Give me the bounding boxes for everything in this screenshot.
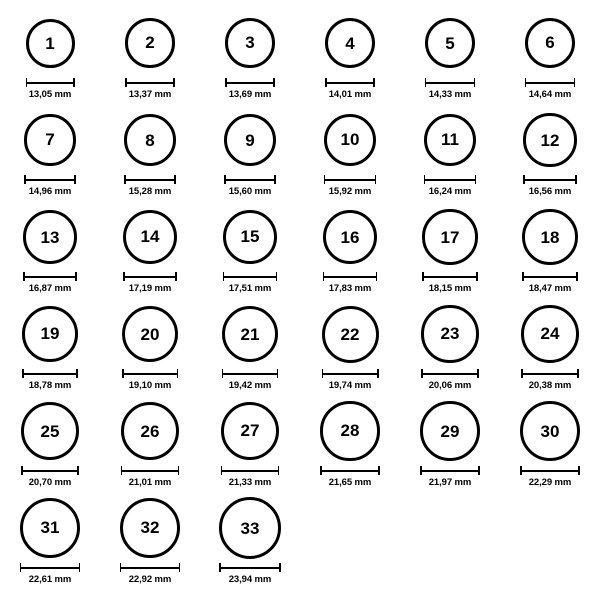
- ring-wrap: [323, 204, 378, 270]
- measure-tick-left: [324, 175, 326, 184]
- ring-diameter-label: 13,05 mm: [28, 89, 72, 100]
- ring-circle-icon: [323, 210, 378, 265]
- measure-line: [125, 82, 174, 84]
- ring-wrap: [22, 301, 78, 367]
- ring-size-cell: [300, 204, 400, 301]
- measure-line: [120, 567, 181, 569]
- ring-size-cell: [0, 10, 100, 107]
- ring-diameter-label: 20,38 mm: [528, 380, 572, 391]
- ring-diameter-label: 18,47 mm: [528, 283, 572, 294]
- ring-diameter-label: 21,97 mm: [428, 477, 472, 488]
- measure-tick-right: [73, 78, 75, 87]
- ring-circle-icon: [224, 114, 276, 166]
- measure-tick-right: [177, 369, 179, 378]
- ring-size-label: 25: [40, 421, 60, 441]
- ring-wrap: [422, 204, 477, 270]
- ring-circle-icon: [221, 402, 280, 461]
- measure-bar: [224, 175, 276, 184]
- ring-diameter-label: 16,56 mm: [528, 186, 572, 197]
- ring-wrap: [324, 107, 376, 173]
- ring-circle-icon: [525, 18, 576, 69]
- measure-tick-left: [223, 272, 225, 281]
- measure-tick-left: [21, 466, 23, 475]
- ring-diameter-label: 15,60 mm: [228, 186, 272, 197]
- ring-wrap: [221, 398, 280, 464]
- ring-wrap: [223, 204, 277, 270]
- measure-tick-left: [520, 466, 522, 475]
- ring-size-cell: [100, 107, 200, 204]
- measure-tick-right: [575, 175, 577, 184]
- ring-diameter-label: 19,74 mm: [328, 380, 372, 391]
- ring-circle-icon: [523, 113, 576, 166]
- ring-diameter-label: 16,24 mm: [428, 186, 472, 197]
- ring-circle-icon: [24, 114, 75, 165]
- ring-diameter-label: 19,42 mm: [228, 380, 272, 391]
- measure-line: [523, 179, 576, 181]
- measure-tick-right: [279, 563, 281, 572]
- measure-bar: [320, 466, 379, 475]
- ring-wrap: [225, 10, 275, 76]
- measure-tick-left: [422, 272, 424, 281]
- ring-wrap: [24, 107, 75, 173]
- measure-tick-left: [523, 175, 525, 184]
- ring-size-cell: [200, 10, 300, 107]
- ring-wrap: [325, 10, 375, 76]
- ring-circle-icon: [320, 401, 379, 460]
- measure-tick-left: [124, 175, 126, 184]
- ring-wrap: [522, 204, 578, 270]
- ring-wrap: [222, 301, 279, 367]
- measure-tick-right: [273, 78, 275, 87]
- ring-size-label: 5: [445, 33, 455, 53]
- measure-bar: [23, 272, 77, 281]
- ring-size-cell: [200, 204, 300, 301]
- measure-tick-left: [325, 78, 327, 87]
- measure-bar: [420, 466, 480, 475]
- measure-tick-right: [475, 175, 477, 184]
- ring-wrap: [525, 10, 576, 76]
- ring-diameter-label: 21,01 mm: [128, 477, 172, 488]
- measure-line: [124, 179, 176, 181]
- measure-bar: [121, 466, 180, 475]
- ring-size-label: 14: [140, 227, 160, 247]
- ring-circle-icon: [424, 114, 477, 167]
- ring-size-cell: [200, 398, 300, 495]
- measure-line: [23, 276, 77, 278]
- ring-circle-icon: [23, 210, 77, 264]
- measure-bar: [24, 175, 75, 184]
- measure-tick-right: [74, 175, 76, 184]
- measure-line: [26, 82, 75, 84]
- measure-tick-right: [79, 563, 81, 572]
- measure-tick-right: [377, 369, 379, 378]
- measure-tick-right: [375, 175, 377, 184]
- measure-line: [20, 567, 80, 569]
- ring-wrap: [420, 398, 480, 464]
- ring-circle-icon: [225, 18, 275, 68]
- ring-size-cell: [300, 398, 400, 495]
- ring-size-cell: [0, 495, 100, 592]
- measure-tick-left: [24, 175, 26, 184]
- ring-diameter-label: 20,06 mm: [428, 380, 472, 391]
- ring-size-cell: [400, 301, 500, 398]
- ring-size-label: 27: [240, 421, 260, 441]
- ring-size-label: 31: [40, 518, 60, 538]
- ring-wrap: [125, 10, 174, 76]
- ring-diameter-label: 16,87 mm: [28, 283, 72, 294]
- measure-tick-right: [276, 272, 278, 281]
- ring-circle-icon: [324, 114, 376, 166]
- measure-tick-left: [224, 175, 226, 184]
- ring-size-cell: [400, 107, 500, 204]
- measure-bar: [225, 78, 275, 87]
- measure-line: [522, 276, 578, 278]
- ring-circle-icon: [520, 401, 580, 461]
- measure-tick-left: [20, 563, 22, 572]
- ring-size-label: 18: [540, 227, 560, 247]
- ring-size-cell: [400, 10, 500, 107]
- ring-size-label: 17: [440, 227, 460, 247]
- ring-circle-icon: [21, 402, 79, 460]
- measure-bar: [425, 78, 476, 87]
- ring-size-label: 2: [145, 33, 155, 53]
- measure-bar: [123, 272, 177, 281]
- ring-size-cell: [500, 10, 600, 107]
- measure-tick-left: [219, 563, 221, 572]
- measure-tick-right: [173, 78, 175, 87]
- ring-wrap: [124, 107, 176, 173]
- ring-circle-icon: [425, 18, 476, 69]
- ring-size-cell: [200, 301, 300, 398]
- ring-circle-icon: [322, 306, 379, 363]
- ring-size-cell: [500, 301, 600, 398]
- ring-wrap: [122, 301, 178, 367]
- ring-size-cell: [100, 301, 200, 398]
- ring-size-cell: [300, 107, 400, 204]
- measure-line: [221, 470, 280, 472]
- ring-wrap: [520, 398, 580, 464]
- ring-diameter-label: 18,15 mm: [428, 283, 472, 294]
- ring-circle-icon: [420, 401, 480, 461]
- ring-wrap: [421, 301, 478, 367]
- ring-size-label: 3: [245, 33, 255, 53]
- ring-diameter-label: 17,83 mm: [328, 283, 372, 294]
- measure-line: [224, 179, 276, 181]
- ring-circle-icon: [120, 498, 181, 559]
- ring-circle-icon: [222, 306, 279, 363]
- measure-tick-right: [478, 466, 480, 475]
- measure-line: [324, 179, 376, 181]
- measure-bar: [222, 369, 279, 378]
- measure-tick-left: [522, 272, 524, 281]
- measure-bar: [219, 563, 281, 572]
- ring-circle-icon: [521, 305, 579, 363]
- ring-wrap: [425, 10, 476, 76]
- ring-size-cell: [100, 204, 200, 301]
- ring-circle-icon: [26, 19, 75, 68]
- measure-bar: [523, 175, 576, 184]
- measure-line: [223, 276, 277, 278]
- measure-tick-right: [77, 466, 79, 475]
- ring-size-label: 22: [340, 324, 360, 344]
- ring-wrap: [424, 107, 477, 173]
- measure-tick-left: [320, 466, 322, 475]
- ring-circle-icon: [421, 305, 478, 362]
- measure-line: [24, 179, 75, 181]
- measure-bar: [525, 78, 576, 87]
- ring-diameter-label: 14,01 mm: [328, 89, 372, 100]
- ring-circle-icon: [22, 306, 78, 362]
- ring-size-cell: [500, 107, 600, 204]
- ring-size-label: 26: [140, 421, 160, 441]
- measure-tick-left: [120, 563, 122, 572]
- ring-diameter-label: 23,94 mm: [228, 574, 272, 585]
- ring-wrap: [219, 495, 281, 561]
- measure-line: [325, 82, 375, 84]
- ring-size-cell: [500, 204, 600, 301]
- ring-diameter-label: 17,51 mm: [228, 283, 272, 294]
- measure-line: [420, 470, 480, 472]
- measure-bar: [421, 369, 478, 378]
- measure-tick-left: [322, 369, 324, 378]
- measure-bar: [223, 272, 277, 281]
- ring-circle-icon: [122, 306, 178, 362]
- measure-tick-left: [323, 272, 325, 281]
- ring-size-label: 19: [40, 324, 60, 344]
- measure-line: [320, 470, 379, 472]
- ring-size-label: 10: [340, 130, 360, 150]
- ring-wrap: [23, 204, 77, 270]
- ring-size-label: 28: [340, 421, 360, 441]
- ring-size-label: 7: [45, 130, 55, 150]
- ring-diameter-label: 14,33 mm: [428, 89, 472, 100]
- ring-size-label: 32: [140, 518, 160, 538]
- measure-bar: [422, 272, 477, 281]
- ring-diameter-label: 19,10 mm: [128, 380, 172, 391]
- ring-size-label: 15: [240, 227, 260, 247]
- measure-tick-right: [578, 466, 580, 475]
- ring-diameter-label: 17,19 mm: [128, 283, 172, 294]
- measure-bar: [324, 175, 376, 184]
- ring-size-label: 29: [440, 421, 460, 441]
- measure-line: [122, 373, 178, 375]
- ring-size-label: 24: [540, 324, 560, 344]
- measure-tick-right: [574, 78, 576, 87]
- measure-tick-right: [274, 175, 276, 184]
- measure-tick-left: [420, 466, 422, 475]
- measure-tick-right: [76, 369, 78, 378]
- measure-bar: [124, 175, 176, 184]
- measure-bar: [323, 272, 378, 281]
- ring-size-grid: [0, 10, 600, 592]
- measure-bar: [22, 369, 78, 378]
- measure-line: [21, 470, 79, 472]
- ring-diameter-label: 13,37 mm: [128, 89, 172, 100]
- measure-tick-right: [277, 369, 279, 378]
- measure-tick-right: [376, 272, 378, 281]
- ring-diameter-label: 20,70 mm: [28, 477, 72, 488]
- measure-bar: [21, 466, 79, 475]
- measure-tick-left: [125, 78, 127, 87]
- measure-tick-right: [477, 369, 479, 378]
- ring-size-label: 20: [140, 324, 160, 344]
- measure-bar: [521, 369, 579, 378]
- measure-bar: [424, 175, 477, 184]
- measure-tick-left: [421, 369, 423, 378]
- ring-diameter-label: 15,92 mm: [328, 186, 372, 197]
- measure-tick-left: [123, 272, 125, 281]
- ring-size-label: 12: [540, 130, 560, 150]
- ring-size-cell: [100, 495, 200, 592]
- measure-tick-right: [373, 78, 375, 87]
- ring-size-cell: [300, 10, 400, 107]
- ring-size-cell: [400, 398, 500, 495]
- measure-line: [22, 373, 78, 375]
- ring-diameter-label: 15,28 mm: [128, 186, 172, 197]
- ring-diameter-label: 22,29 mm: [528, 477, 572, 488]
- ring-wrap: [120, 495, 181, 561]
- measure-tick-right: [378, 466, 380, 475]
- ring-circle-icon: [522, 209, 578, 265]
- ring-size-cell: [100, 10, 200, 107]
- ring-size-label: 30: [540, 421, 560, 441]
- measure-tick-left: [425, 78, 427, 87]
- measure-bar: [322, 369, 379, 378]
- measure-line: [225, 82, 275, 84]
- measure-line: [525, 82, 576, 84]
- measure-tick-right: [75, 272, 77, 281]
- ring-size-cell: [0, 301, 100, 398]
- ring-circle-icon: [123, 210, 177, 264]
- measure-bar: [122, 369, 178, 378]
- measure-line: [121, 470, 180, 472]
- measure-tick-left: [521, 369, 523, 378]
- measure-bar: [20, 563, 80, 572]
- measure-line: [425, 82, 476, 84]
- ring-wrap: [521, 301, 579, 367]
- ring-size-label: 16: [340, 227, 360, 247]
- measure-tick-left: [525, 78, 527, 87]
- ring-size-label: 8: [145, 130, 155, 150]
- ring-size-label: 4: [345, 33, 355, 53]
- ring-circle-icon: [223, 210, 277, 264]
- ring-diameter-label: 22,92 mm: [128, 574, 172, 585]
- ring-wrap: [121, 398, 180, 464]
- ring-size-label: 11: [441, 130, 459, 150]
- ring-wrap: [21, 398, 79, 464]
- ring-size-label: 21: [240, 324, 260, 344]
- measure-tick-left: [122, 369, 124, 378]
- measure-line: [323, 276, 378, 278]
- measure-bar: [221, 466, 280, 475]
- measure-tick-right: [179, 563, 181, 572]
- ring-size-label: 13: [40, 227, 60, 247]
- measure-bar: [125, 78, 174, 87]
- measure-tick-left: [22, 369, 24, 378]
- ring-circle-icon: [20, 498, 80, 558]
- ring-size-cell: [0, 398, 100, 495]
- ring-diameter-label: 14,96 mm: [28, 186, 72, 197]
- ring-diameter-label: 14,64 mm: [528, 89, 572, 100]
- ring-diameter-label: 18,78 mm: [28, 380, 72, 391]
- measure-tick-right: [178, 466, 180, 475]
- ring-circle-icon: [325, 18, 375, 68]
- ring-size-cell: [200, 495, 300, 592]
- ring-size-label: 1: [45, 33, 55, 53]
- measure-line: [421, 373, 478, 375]
- measure-bar: [26, 78, 75, 87]
- ring-size-label: 23: [440, 324, 460, 344]
- measure-line: [424, 179, 477, 181]
- ring-wrap: [26, 10, 75, 76]
- ring-wrap: [20, 495, 80, 561]
- ring-circle-icon: [422, 209, 477, 264]
- measure-tick-left: [121, 466, 123, 475]
- measure-line: [123, 276, 177, 278]
- ring-size-cell: [0, 204, 100, 301]
- ring-wrap: [320, 398, 379, 464]
- measure-tick-right: [175, 272, 177, 281]
- ring-diameter-label: 21,65 mm: [328, 477, 372, 488]
- ring-size-label: 33: [240, 518, 260, 538]
- ring-size-cell: [500, 398, 600, 495]
- ring-diameter-label: 21,33 mm: [228, 477, 272, 488]
- measure-tick-right: [476, 272, 478, 281]
- ring-wrap: [224, 107, 276, 173]
- ring-wrap: [523, 107, 576, 173]
- ring-circle-icon: [219, 497, 281, 559]
- ring-circle-icon: [124, 114, 176, 166]
- measure-tick-right: [278, 466, 280, 475]
- ring-size-cell: [300, 301, 400, 398]
- ring-diameter-label: 13,69 mm: [228, 89, 272, 100]
- measure-line: [520, 470, 580, 472]
- measure-bar: [325, 78, 375, 87]
- ring-circle-icon: [121, 402, 180, 461]
- measure-line: [222, 373, 279, 375]
- ring-size-label: 9: [245, 130, 255, 150]
- ring-size-cell: [400, 204, 500, 301]
- ring-size-label: 6: [545, 33, 555, 53]
- measure-bar: [120, 563, 181, 572]
- measure-tick-left: [23, 272, 25, 281]
- ring-wrap: [322, 301, 379, 367]
- measure-line: [322, 373, 379, 375]
- ring-size-cell: [200, 107, 300, 204]
- ring-size-cell: [0, 107, 100, 204]
- measure-line: [422, 276, 477, 278]
- ring-wrap: [123, 204, 177, 270]
- measure-line: [521, 373, 579, 375]
- ring-size-cell: [100, 398, 200, 495]
- measure-bar: [522, 272, 578, 281]
- measure-tick-left: [424, 175, 426, 184]
- measure-tick-left: [222, 369, 224, 378]
- ring-circle-icon: [125, 18, 174, 67]
- measure-tick-left: [26, 78, 28, 87]
- measure-bar: [520, 466, 580, 475]
- measure-tick-right: [174, 175, 176, 184]
- measure-tick-right: [576, 272, 578, 281]
- ring-diameter-label: 22,61 mm: [28, 574, 72, 585]
- measure-line: [219, 567, 281, 569]
- measure-tick-right: [577, 369, 579, 378]
- measure-tick-right: [474, 78, 476, 87]
- measure-tick-left: [225, 78, 227, 87]
- measure-tick-left: [221, 466, 223, 475]
